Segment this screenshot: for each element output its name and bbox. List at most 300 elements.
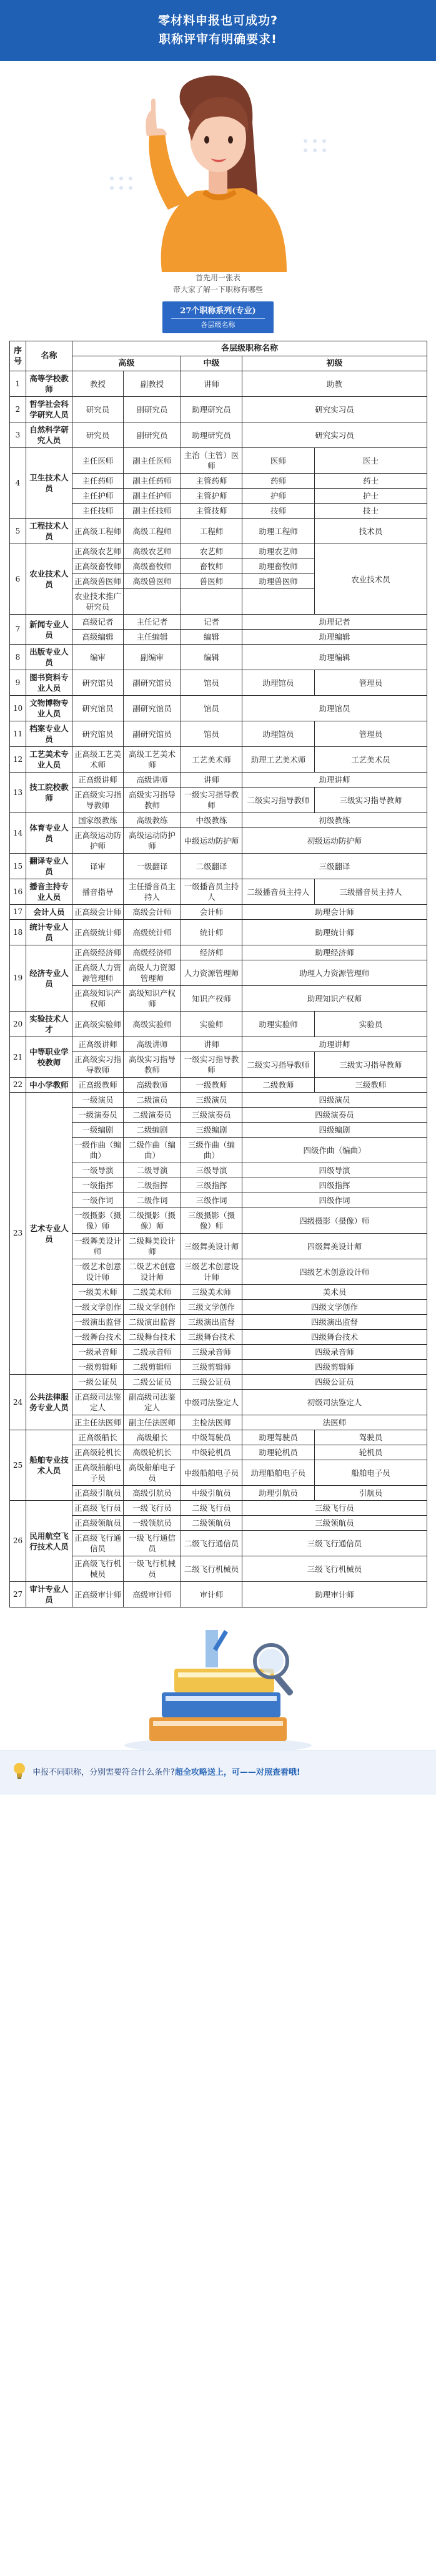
table-row xyxy=(10,504,427,519)
title-cell: 会计师 xyxy=(181,905,242,920)
title-cell: 正高级引航员 xyxy=(72,1486,124,1501)
title-cell: 正高级兽医师 xyxy=(72,574,124,589)
title-cell: 一级领航员 xyxy=(124,1516,181,1531)
title-cell: 二级编剧 xyxy=(124,1123,181,1138)
title-cell: 正高级飞行机械员 xyxy=(72,1556,124,1582)
row-number: 24 xyxy=(10,1375,26,1430)
title-cell: 助理会计师 xyxy=(242,905,427,920)
title-cell: 一级艺术创意设计师 xyxy=(72,1259,124,1285)
title-cell: 一级指挥 xyxy=(72,1178,124,1193)
table-row xyxy=(10,670,427,696)
title-cell: 经济师 xyxy=(181,945,242,960)
series-name: 图书资料专业人员 xyxy=(26,670,72,696)
title-cell: 助理讲师 xyxy=(242,773,427,788)
title-cell: 一级舞美设计师 xyxy=(72,1234,124,1259)
row-number: 10 xyxy=(10,696,26,721)
title-cell: 研究实习员 xyxy=(242,397,427,422)
row-number: 21 xyxy=(10,1037,26,1078)
header-name: 名称 xyxy=(26,341,72,371)
title-cell: 研究员 xyxy=(72,422,124,448)
title-cell: 三级摄影（摄像）师 xyxy=(181,1208,242,1234)
table-row xyxy=(10,696,427,721)
table-row xyxy=(10,1445,427,1460)
table-row xyxy=(10,397,427,422)
table-row xyxy=(10,489,427,504)
row-number: 7 xyxy=(10,615,26,645)
title-cell: 助理工程师 xyxy=(242,519,315,544)
title-cell: 正高级会计师 xyxy=(72,905,124,920)
title-cell: 国家级教练 xyxy=(72,813,124,828)
title-cell: 一级作词 xyxy=(72,1193,124,1208)
title-cell: 研究实习员 xyxy=(242,422,427,448)
section-banner xyxy=(162,301,274,333)
table-row xyxy=(10,474,427,489)
title-cell: 三级作曲（编曲） xyxy=(181,1138,242,1163)
header-group: 各层级职称名称 xyxy=(72,341,427,356)
title-cell: 三级舞美设计师 xyxy=(181,1234,242,1259)
row-number: 6 xyxy=(10,544,26,615)
title-cell: 实验员 xyxy=(315,1012,427,1037)
title-cell: 正高级船舶电子员 xyxy=(72,1460,124,1486)
title-cell: 助教 xyxy=(242,371,427,397)
table-row xyxy=(10,1516,427,1531)
series-name: 会计人员 xyxy=(26,905,72,920)
title-cell: 教授 xyxy=(72,371,124,397)
title-cell: 三级演员 xyxy=(181,1093,242,1108)
series-name: 技工院校教师 xyxy=(26,773,72,813)
title-cell: 副研究馆员 xyxy=(124,721,181,747)
table-row xyxy=(10,1052,427,1078)
header-line-2: 职称评审有明确要求! xyxy=(159,32,277,46)
title-cell: 二级演出监督 xyxy=(124,1315,181,1330)
title-cell: 记者 xyxy=(181,615,242,630)
title-cell: 研究员 xyxy=(72,397,124,422)
title-cell: 播音指导 xyxy=(72,879,124,905)
series-name: 船舶专业技术人员 xyxy=(26,1430,72,1501)
table-row xyxy=(10,1345,427,1360)
lightbulb-icon xyxy=(11,1762,27,1780)
row-number: 12 xyxy=(10,747,26,773)
row-number: 15 xyxy=(10,854,26,879)
row-number: 8 xyxy=(10,645,26,670)
title-cell: 高级会计师 xyxy=(124,905,181,920)
title-cell: 编审 xyxy=(72,645,124,670)
row-number: 17 xyxy=(10,905,26,920)
title-cell: 高级讲师 xyxy=(124,1037,181,1052)
header-junior: 初级 xyxy=(242,356,427,371)
table-row xyxy=(10,615,427,630)
title-cell: 四级演员 xyxy=(242,1093,427,1108)
title-cell: 三级教师 xyxy=(315,1078,427,1093)
title-cell: 高级知识产权师 xyxy=(124,986,181,1012)
row-number: 22 xyxy=(10,1078,26,1093)
title-cell: 二级实习指导教师 xyxy=(242,1052,315,1078)
title-cell: 高级轮机长 xyxy=(124,1445,181,1460)
title-cell: 正高级教师 xyxy=(72,1078,124,1093)
title-cell: 正高级司法鉴定人 xyxy=(72,1390,124,1415)
title-cell: 主任技师 xyxy=(72,504,124,519)
title-cell: 助理研究员 xyxy=(181,422,242,448)
title-cell: 主任药师 xyxy=(72,474,124,489)
table-row xyxy=(10,1486,427,1501)
title-cell: 二级文学创作 xyxy=(124,1300,181,1315)
title-cell: 四级作曲（编曲） xyxy=(242,1138,427,1163)
title-cell: 三级播音员主持人 xyxy=(315,879,427,905)
books-illustration xyxy=(112,1624,324,1755)
title-cell: 主管药师 xyxy=(181,474,242,489)
title-cell: 助理船舶电子员 xyxy=(242,1460,315,1486)
row-number: 19 xyxy=(10,945,26,1012)
title-cell: 研究馆员 xyxy=(72,721,124,747)
title-cell: 工程师 xyxy=(181,519,242,544)
title-cell: 正高级轮机长 xyxy=(72,1445,124,1460)
title-cell: 一级美术师 xyxy=(72,1285,124,1300)
title-cell: 四级演奏员 xyxy=(242,1108,427,1123)
title-cell: 助理讲师 xyxy=(242,1037,427,1052)
title-cell: 正高级实验师 xyxy=(72,1012,124,1037)
table-row xyxy=(10,1193,427,1208)
banner-subtitle: 各层级名称 xyxy=(171,318,265,330)
title-cell: 四级公证员 xyxy=(242,1375,427,1390)
title-cell: 副主任护师 xyxy=(124,489,181,504)
table-row xyxy=(10,1415,427,1430)
series-name: 审计专业人员 xyxy=(26,1582,72,1608)
title-cell: 工艺美术师 xyxy=(181,747,242,773)
title-cell: 护士 xyxy=(315,489,427,504)
table-row xyxy=(10,1108,427,1123)
title-cell: 三级公证员 xyxy=(181,1375,242,1390)
title-cell: 三级导演 xyxy=(181,1163,242,1178)
table-row xyxy=(10,1259,427,1285)
row-number: 9 xyxy=(10,670,26,696)
title-cell: 技师 xyxy=(242,504,315,519)
title-cell: 高级讲师 xyxy=(124,773,181,788)
row-number: 14 xyxy=(10,813,26,854)
title-cell: 助理工艺美术师 xyxy=(242,747,315,773)
title-cell: 四级舞美设计师 xyxy=(242,1234,427,1259)
title-cell: 一级作曲（编曲） xyxy=(72,1138,124,1163)
series-name: 档案专业人员 xyxy=(26,721,72,747)
title-cell: 三级实习指导教师 xyxy=(315,1052,427,1078)
title-cell: 四级文学创作 xyxy=(242,1300,427,1315)
table-row xyxy=(10,1330,427,1345)
title-cell: 四级艺术创意设计师 xyxy=(242,1259,427,1285)
title-cell: 一级实习指导教师 xyxy=(181,788,242,813)
title-cell: 一级播音员主持人 xyxy=(181,879,242,905)
title-cell: 农业技术推广研究员 xyxy=(72,589,124,615)
title-cell: 高级记者 xyxy=(72,615,124,630)
title-cell: 主检法医师 xyxy=(181,1415,242,1430)
title-cell: 副主任药师 xyxy=(124,474,181,489)
title-cell: 高级编辑 xyxy=(72,630,124,645)
title-cell: 知识产权师 xyxy=(181,986,242,1012)
title-cell: 主管护师 xyxy=(181,489,242,504)
title-cell: 编辑 xyxy=(181,645,242,670)
title-cell: 助理轮机员 xyxy=(242,1445,315,1460)
title-cell: 二级翻译 xyxy=(181,854,242,879)
series-name: 中等职业学校教师 xyxy=(26,1037,72,1078)
hero-illustration xyxy=(0,61,436,272)
row-number: 1 xyxy=(10,371,26,397)
title-cell: 二级教师 xyxy=(242,1078,315,1093)
table-row xyxy=(10,519,427,544)
header-no: 序号 xyxy=(10,341,26,371)
title-cell: 一级演奏员 xyxy=(72,1108,124,1123)
title-cell: 高级畜牧师 xyxy=(124,559,181,574)
title-cell: 助理审计师 xyxy=(242,1582,427,1608)
title-cell: 中级教练 xyxy=(181,813,242,828)
title-cell: 主管技师 xyxy=(181,504,242,519)
title-cell: 高级农艺师 xyxy=(124,544,181,559)
table-row xyxy=(10,960,427,986)
title-cell: 二级领航员 xyxy=(181,1516,242,1531)
title-cell: 高级实习指导教师 xyxy=(124,788,181,813)
title-cell: 四级编剧 xyxy=(242,1123,427,1138)
title-cell xyxy=(181,589,242,615)
title-cell: 助理农艺师 xyxy=(242,544,315,559)
table-row xyxy=(10,422,427,448)
title-cell: 正高级人力资源管理师 xyxy=(72,960,124,986)
title-cell: 二级飞行机械员 xyxy=(181,1556,242,1582)
table-row xyxy=(10,1078,427,1093)
title-cell: 三级飞行员 xyxy=(242,1501,427,1516)
title-cell xyxy=(242,589,315,615)
title-cell: 高级经济师 xyxy=(124,945,181,960)
table-row xyxy=(10,1315,427,1330)
table-row xyxy=(10,1012,427,1037)
title-cell: 中级司法鉴定人 xyxy=(181,1390,242,1415)
table-row xyxy=(10,747,427,773)
title-cell: 助理驾驶员 xyxy=(242,1430,315,1445)
table-row xyxy=(10,544,427,559)
title-cell: 一级教师 xyxy=(181,1078,242,1093)
title-cell: 中级引航员 xyxy=(181,1486,242,1501)
title-cell: 正高级工艺美术师 xyxy=(72,747,124,773)
table-row xyxy=(10,1360,427,1375)
title-cell: 中级船舶电子员 xyxy=(181,1460,242,1486)
table-row xyxy=(10,1582,427,1608)
title-cell: 编辑 xyxy=(181,630,242,645)
title-cell: 一级实习指导教师 xyxy=(181,1052,242,1078)
title-cell: 高级人力资源管理师 xyxy=(124,960,181,986)
title-cell: 高级引航员 xyxy=(124,1486,181,1501)
banner-title: 27个职称系列(专业) xyxy=(180,306,256,316)
title-cell: 三级录音师 xyxy=(181,1345,242,1360)
title-cell: 助理记者 xyxy=(242,615,427,630)
title-cell: 三级实习指导教师 xyxy=(315,788,427,813)
series-name: 翻译专业人员 xyxy=(26,854,72,879)
title-cell: 助理馆员 xyxy=(242,721,315,747)
table-row xyxy=(10,854,427,879)
title-cell: 副研究员 xyxy=(124,397,181,422)
title-cell: 正高级知识产权师 xyxy=(72,986,124,1012)
footer-text-bold: 超全攻略送上，可——对照查看哦! xyxy=(174,1768,300,1777)
title-cell: 正高级审计师 xyxy=(72,1582,124,1608)
row-number: 4 xyxy=(10,448,26,519)
title-cell: 一级演员 xyxy=(72,1093,124,1108)
title-cell: 三级舞台技术 xyxy=(181,1330,242,1345)
title-cell: 二级播音员主持人 xyxy=(242,879,315,905)
series-name: 工程技术人员 xyxy=(26,519,72,544)
title-cell: 主任播音员主持人 xyxy=(124,879,181,905)
header-banner xyxy=(0,0,436,61)
table-row xyxy=(10,1234,427,1259)
table-row xyxy=(10,773,427,788)
row-number: 27 xyxy=(10,1582,26,1608)
title-cell: 主任编辑 xyxy=(124,630,181,645)
title-cell: 一级飞行通信员 xyxy=(124,1531,181,1556)
title-cell: 正高级实习指导教师 xyxy=(72,788,124,813)
title-cell: 农艺师 xyxy=(181,544,242,559)
title-cell: 一级飞行机械员 xyxy=(124,1556,181,1582)
title-cell: 二级作曲（编曲） xyxy=(124,1138,181,1163)
row-number: 25 xyxy=(10,1430,26,1501)
table-row xyxy=(10,879,427,905)
title-cell: 高级工程师 xyxy=(124,519,181,544)
series-name: 艺术专业人员 xyxy=(26,1093,72,1375)
title-cell: 引航员 xyxy=(315,1486,427,1501)
series-name: 实验技术人才 xyxy=(26,1012,72,1037)
title-cell: 药士 xyxy=(315,474,427,489)
title-cell: 四级摄影（摄像）师 xyxy=(242,1208,427,1234)
title-cell: 二级艺术创意设计师 xyxy=(124,1259,181,1285)
title-cell: 副教授 xyxy=(124,371,181,397)
title-cell: 副研究员 xyxy=(124,422,181,448)
title-cell: 助理兽医师 xyxy=(242,574,315,589)
title-cell: 正高级领航员 xyxy=(72,1516,124,1531)
title-cell: 高级审计师 xyxy=(124,1582,181,1608)
title-cell: 三级演出监督 xyxy=(181,1315,242,1330)
title-cell: 人力资源管理师 xyxy=(181,960,242,986)
title-cell: 高级实验师 xyxy=(124,1012,181,1037)
table-row xyxy=(10,1285,427,1300)
title-cell: 二级导演 xyxy=(124,1163,181,1178)
title-cell: 技术员 xyxy=(315,519,427,544)
title-cell: 高级统计师 xyxy=(124,920,181,945)
title-cell: 讲师 xyxy=(181,371,242,397)
title-cell: 审计师 xyxy=(181,1582,242,1608)
title-cell: 一级导演 xyxy=(72,1163,124,1178)
title-cell: 工艺美术员 xyxy=(315,747,427,773)
series-name: 公共法律服务专业人员 xyxy=(26,1375,72,1430)
title-cell: 统计师 xyxy=(181,920,242,945)
table-row xyxy=(10,1556,427,1582)
table-row xyxy=(10,645,427,670)
title-cell: 助理馆员 xyxy=(242,670,315,696)
title-cell: 一级摄影（摄像）师 xyxy=(72,1208,124,1234)
table-row xyxy=(10,813,427,828)
title-cell: 馆员 xyxy=(181,721,242,747)
table-wrap xyxy=(0,341,436,1608)
title-cell: 高级船舶电子员 xyxy=(124,1460,181,1486)
title-cell: 高级工艺美术师 xyxy=(124,747,181,773)
title-cell: 二级演员 xyxy=(124,1093,181,1108)
title-cell: 四级剪辑师 xyxy=(242,1360,427,1375)
row-number: 23 xyxy=(10,1093,26,1375)
title-cell: 正高级工程师 xyxy=(72,519,124,544)
title-cell: 二级飞行员 xyxy=(181,1501,242,1516)
row-number: 2 xyxy=(10,397,26,422)
row-number: 5 xyxy=(10,519,26,544)
row-number: 13 xyxy=(10,773,26,813)
title-cell: 四级舞台技术 xyxy=(242,1330,427,1345)
series-name: 中小学教师 xyxy=(26,1078,72,1093)
title-cell: 正高级农艺师 xyxy=(72,544,124,559)
title-cell: 正高级讲师 xyxy=(72,1037,124,1052)
title-cell: 管理员 xyxy=(315,670,427,696)
caption-line-2: 带大家了解一下职称有哪些 xyxy=(172,285,263,294)
title-cell: 船舶电子员 xyxy=(315,1460,427,1486)
title-cell: 二级美术师 xyxy=(124,1285,181,1300)
title-cell: 二级剪辑师 xyxy=(124,1360,181,1375)
table-row xyxy=(10,828,427,854)
table-row xyxy=(10,1123,427,1138)
series-name: 文物博物专业人员 xyxy=(26,696,72,721)
title-cell: 二级指挥 xyxy=(124,1178,181,1193)
row-number: 11 xyxy=(10,721,26,747)
footer-bar xyxy=(0,1750,436,1795)
title-cell: 正高级船长 xyxy=(72,1430,124,1445)
title-cell: 正高级讲师 xyxy=(72,773,124,788)
title-cell: 药师 xyxy=(242,474,315,489)
title-cell: 一级飞行员 xyxy=(124,1501,181,1516)
title-cell: 一级舞台技术 xyxy=(72,1330,124,1345)
row-number: 20 xyxy=(10,1012,26,1037)
title-cell: 二级摄影（摄像）师 xyxy=(124,1208,181,1234)
title-cell: 正高级运动防护师 xyxy=(72,828,124,854)
title-cell: 高级教师 xyxy=(124,1078,181,1093)
title-cell: 高级教练 xyxy=(124,813,181,828)
title-cell: 馆员 xyxy=(181,696,242,721)
series-name: 卫生技术人员 xyxy=(26,448,72,519)
title-cell: 高级实习指导教师 xyxy=(124,1052,181,1078)
title-cell: 正高级飞行员 xyxy=(72,1501,124,1516)
row-number: 26 xyxy=(10,1501,26,1582)
woman-pointing-illustration xyxy=(87,66,349,272)
title-cell: 讲师 xyxy=(181,1037,242,1052)
title-cell: 初级司法鉴定人 xyxy=(242,1390,427,1415)
series-name: 工艺美术专业人员 xyxy=(26,747,72,773)
title-cell: 一级文学创作 xyxy=(72,1300,124,1315)
table-row xyxy=(10,1093,427,1108)
table-row xyxy=(10,1390,427,1415)
caption-line-1: 首先用一张表 xyxy=(195,273,240,282)
header-line-1: 零材料申报也可成功? xyxy=(157,14,279,27)
table-row xyxy=(10,721,427,747)
section-banner-wrap xyxy=(0,301,436,333)
row-number: 18 xyxy=(10,920,26,945)
title-cell: 助理经济师 xyxy=(242,945,427,960)
header-middle: 中级 xyxy=(181,356,242,371)
title-cell: 中级驾驶员 xyxy=(181,1430,242,1445)
title-cell: 副高级司法鉴定人 xyxy=(124,1390,181,1415)
series-name: 农业技术人员 xyxy=(26,544,72,615)
title-cell: 初级运动防护师 xyxy=(242,828,427,854)
table-row xyxy=(10,905,427,920)
series-name: 播音主持专业人员 xyxy=(26,879,72,905)
title-cell: 畜牧师 xyxy=(181,559,242,574)
table-row xyxy=(10,945,427,960)
series-name: 自然科学研究人员 xyxy=(26,422,72,448)
footer-text xyxy=(32,1765,300,1777)
table-row xyxy=(10,1430,427,1445)
title-cell: 副研究馆员 xyxy=(124,696,181,721)
series-name: 新闻专业人员 xyxy=(26,615,72,645)
title-cell: 二级舞台技术 xyxy=(124,1330,181,1345)
title-cell: 正高级统计师 xyxy=(72,920,124,945)
table-row xyxy=(10,986,427,1012)
title-cell: 轮机员 xyxy=(315,1445,427,1460)
